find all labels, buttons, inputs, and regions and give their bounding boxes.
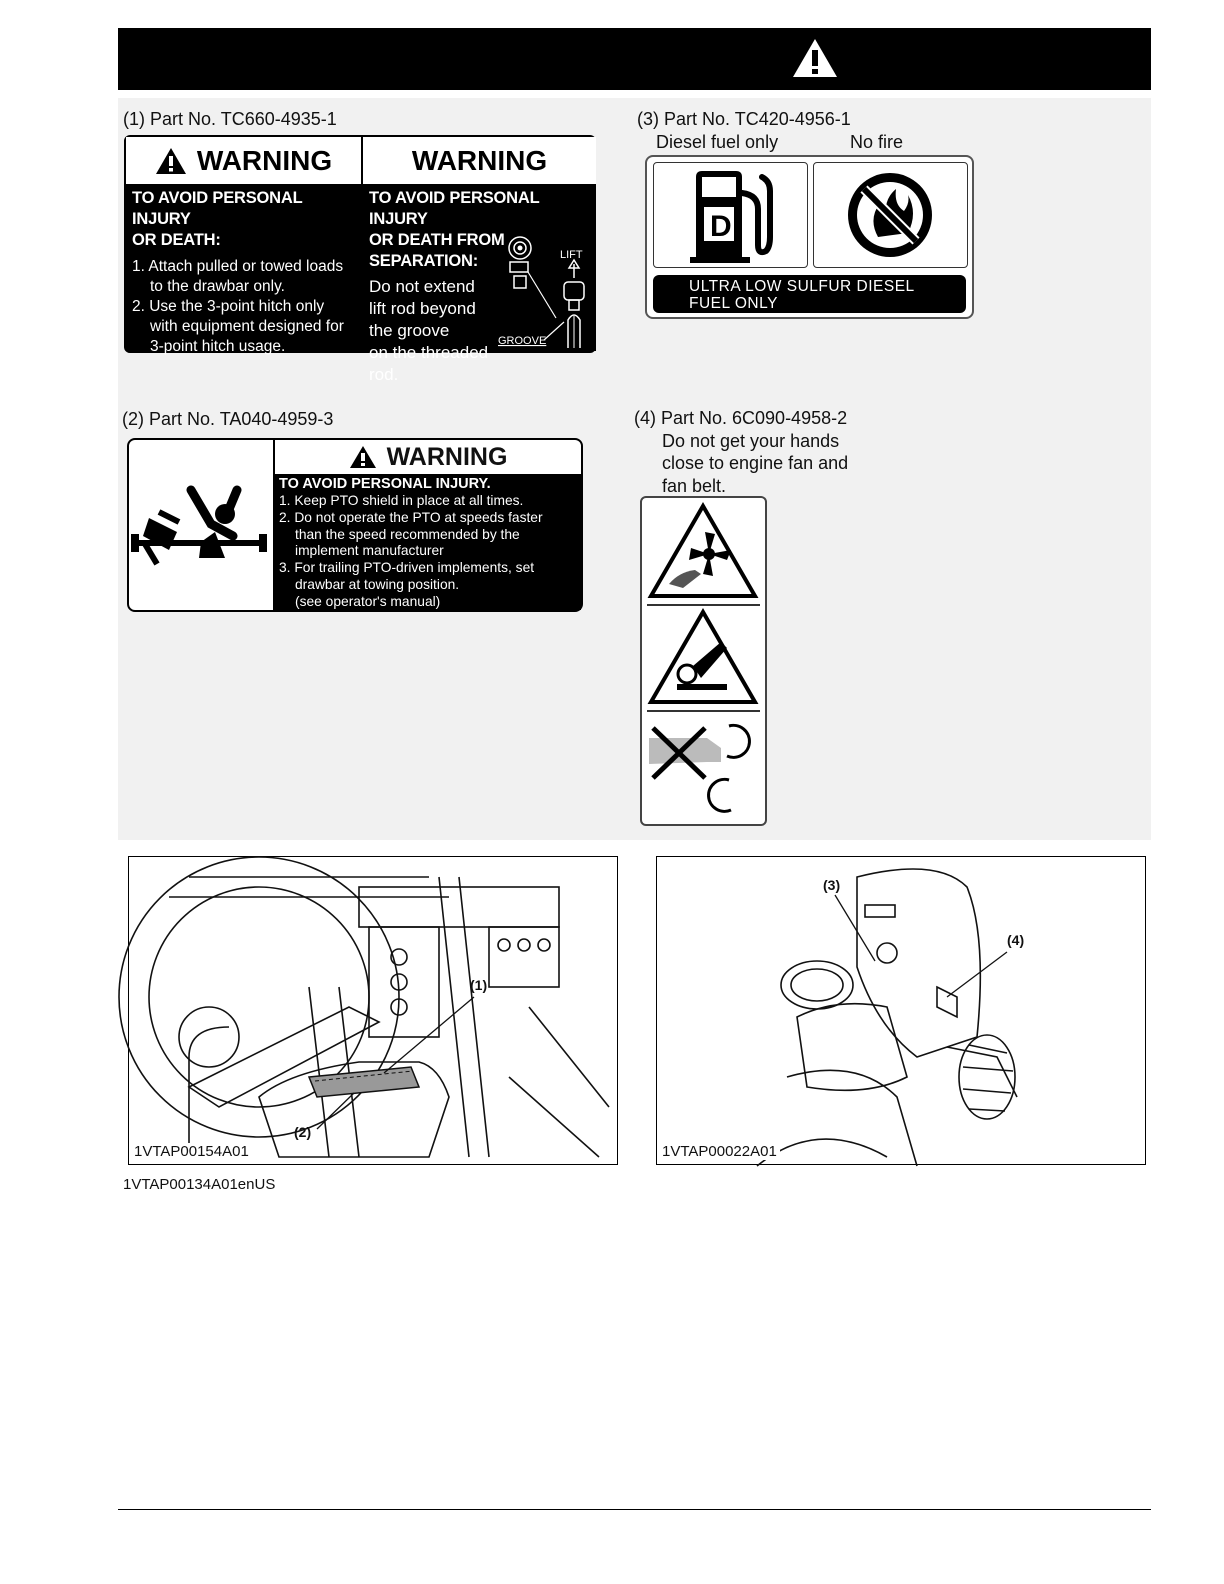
tractor-front-drawing — [657, 857, 1147, 1166]
label1-right-text2: lift rod beyond — [369, 299, 476, 318]
label3-sub-left: Diesel fuel only — [656, 132, 779, 152]
pto-entanglement-pictogram — [129, 440, 273, 610]
warning-triangle-icon — [155, 147, 187, 175]
groove-label: GROOVE — [498, 335, 547, 347]
label3-decal — [645, 155, 974, 319]
fan-hazard-pictogram — [647, 502, 760, 602]
belt-hazard-icon — [647, 608, 760, 708]
no-hands-pictogram — [647, 714, 760, 820]
warning-triangle-icon — [790, 36, 840, 80]
fan-hazard-icon — [647, 502, 760, 602]
label1-left-sub2: OR DEATH: — [132, 231, 221, 249]
label1-item2a: 2. Use the 3-point hitch only — [132, 298, 325, 315]
lift-label: LIFT — [560, 249, 583, 261]
callout-2: (2) — [294, 1124, 312, 1140]
label2-item3a: 3. For trailing PTO-driven implements, set — [279, 560, 535, 576]
label4-line1: Do not get your hands — [662, 431, 840, 451]
label2-item2b: than the speed recommended by the — [295, 526, 520, 542]
label4-caption: (4) Part No. 6C090-4958-2 — [634, 408, 848, 428]
belt-hazard-pictogram — [647, 608, 760, 708]
label1-right-sub2: OR DEATH FROM SEPARATION: — [369, 231, 505, 270]
label2-heading: WARNING — [386, 442, 508, 471]
diesel-band-line1: ULTRA LOW SULFUR DIESEL — [689, 278, 915, 295]
label2-sub: TO AVOID PERSONAL INJURY. — [279, 476, 491, 492]
fuel-pump-icon — [654, 163, 806, 267]
label1-left-heading: WARNING — [196, 144, 333, 176]
warning-triangle-icon — [349, 445, 377, 469]
label4-decal — [640, 496, 767, 826]
pto-entanglement-icon — [129, 440, 273, 610]
label3-caption: (3) Part No. TC420-4956-1 — [637, 109, 851, 129]
label4-line3: fan belt. — [662, 476, 727, 496]
label2-item3b: drawbar at towing position. — [295, 576, 460, 592]
label3-sub-right: No fire — [850, 132, 904, 152]
label1-right-text5: rod. — [369, 365, 399, 384]
fuel-pump-pictogram — [653, 162, 808, 268]
footer-code: 1VTAP00134A01enUS — [123, 1176, 276, 1193]
tractor-front-illustration — [656, 856, 1146, 1165]
diesel-band-line2: FUEL ONLY — [689, 295, 778, 312]
no-fire-pictogram — [813, 162, 968, 268]
label1-right-text4: on the threaded — [369, 343, 489, 362]
lift-rod-groove-diagram — [498, 236, 590, 348]
label1-right-panel — [363, 137, 596, 384]
label1-right-sub1: TO AVOID PERSONAL INJURY — [369, 189, 540, 228]
section-header-bar — [118, 28, 1151, 90]
tractor-rear-drawing — [129, 857, 619, 1166]
label2-caption: (2) Part No. TA040-4959-3 — [122, 409, 334, 429]
label2-item1: 1. Keep PTO shield in place at all times. — [279, 493, 524, 508]
label1-item2c: 3-point hitch usage. — [150, 338, 286, 355]
label1-item1a: 1. Attach pulled or towed loads — [132, 258, 344, 275]
label1-item2b: with equipment designed for — [150, 318, 344, 335]
label1-right-text1: Do not extend — [369, 277, 475, 296]
label1-decal — [124, 135, 596, 384]
illustration-right-code: 1VTAP00022A01 — [662, 1143, 780, 1160]
footer-divider — [118, 1509, 1151, 1510]
label1-right-heading: WARNING — [411, 144, 548, 176]
label1-left-panel — [126, 137, 361, 355]
label4-line2: close to engine fan and — [662, 453, 849, 473]
illustration-left-code: 1VTAP00154A01 — [134, 1143, 252, 1160]
label1-right-text3: the groove — [369, 321, 450, 340]
label2-item2a: 2. Do not operate the PTO at speeds faster — [279, 509, 543, 525]
label2-item3c: (see operator's manual) — [295, 593, 441, 609]
no-hands-icon — [647, 714, 760, 820]
callout-3: (3) — [823, 877, 841, 893]
label1-item1b: to the drawbar only. — [150, 278, 285, 295]
label1-caption: (1) Part No. TC660-4935-1 — [123, 109, 337, 129]
label2-item2c: implement manufacturer — [295, 543, 444, 559]
tractor-rear-illustration — [128, 856, 618, 1165]
pump-letter: D — [710, 210, 732, 243]
callout-4: (4) — [1007, 932, 1025, 948]
label2-decal — [127, 438, 583, 612]
no-fire-icon — [814, 163, 966, 267]
callout-1: (1) — [470, 977, 488, 993]
diesel-band — [653, 275, 966, 313]
label1-left-sub1: TO AVOID PERSONAL INJURY — [132, 189, 303, 228]
